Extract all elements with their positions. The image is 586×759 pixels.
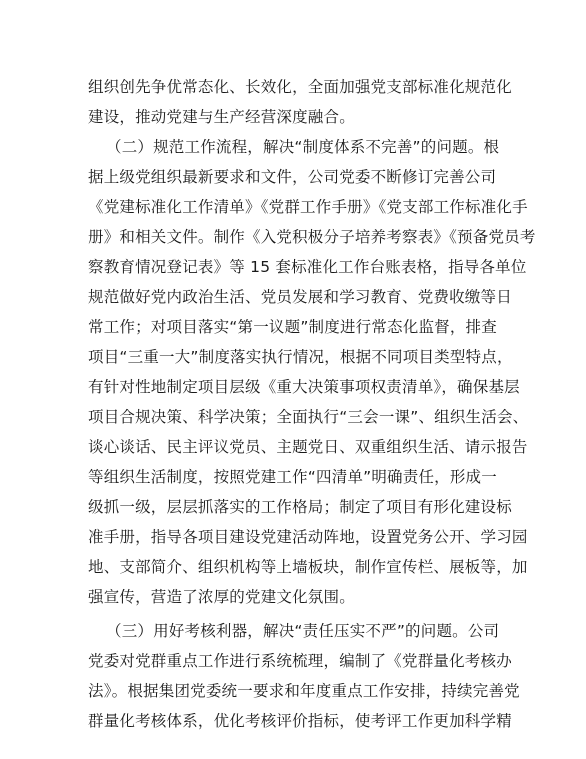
text-line: 项目合规决策、科学决策；全面执行“三会一课”、组织生活会、 xyxy=(88,408,529,426)
text-line: 强宣传，营造了浓厚的党建文化氛围。 xyxy=(88,588,355,606)
text-line: 群量化考核体系，优化考核评价指标，使考评工作更加科学精 xyxy=(88,712,512,730)
text-line: 准手册，指导各项目建设党建活动阵地，设置党务公开、学习园 xyxy=(88,528,528,546)
text-line: 项目“三重一大”制度落实执行情况，根据不同项目类型特点， xyxy=(88,348,513,366)
text-line: 建设，推动党建与生产经营深度融合。 xyxy=(88,108,355,126)
text-line: 有针对性地制定项目层级《重大决策事项权责清单》，确保基层 xyxy=(88,378,520,396)
text-line: 察教育情况登记表》等 15 套标准化工作台账表格，指导各单位 xyxy=(88,258,527,276)
text-line: 级抓一级，层层抓落实的工作格局；制定了项目有形化建设标 xyxy=(88,498,512,516)
text-line: 据上级党组织最新要求和文件，公司党委不断修订完善公司 xyxy=(88,168,497,186)
text-line: 常工作；对项目落实“第一议题”制度进行常态化监督，排查 xyxy=(88,318,497,336)
text-line: 谈心谈话、民主评议党员、主题党日、双重组织生活、请示报告 xyxy=(88,438,528,456)
paragraph-heading-line: （二）规范工作流程，解决“制度体系不完善”的问题。根 xyxy=(106,138,500,156)
text-line: 《党建标准化工作清单》《党群工作手册》《党支部工作标准化手 xyxy=(88,198,528,216)
text-line: 规范做好党内政治生活、党员发展和学习教育、党费收缴等日 xyxy=(88,288,512,306)
text-line: 组织创先争优常态化、长效化，全面加强党支部标准化规范化 xyxy=(88,78,512,96)
text-line: 法》。根据集团党委统一要求和年度重点工作安排，持续完善党 xyxy=(88,682,520,700)
text-line: 地、支部简介、组织机构等上墙板块，制作宣传栏、展板等，加 xyxy=(88,558,528,576)
text-line: 册》和相关文件。制作《入党积极分子培养考察表》《预备党员考 xyxy=(88,228,536,246)
text-line: 党委对党群重点工作进行系统梳理，编制了《党群量化考核办 xyxy=(88,652,512,670)
paragraph-heading-line: （三）用好考核利器，解决“责任压实不严”的问题。公司 xyxy=(106,622,500,640)
text-line: 等组织生活制度，按照党建工作“四清单”明确责任，形成一 xyxy=(88,468,497,486)
